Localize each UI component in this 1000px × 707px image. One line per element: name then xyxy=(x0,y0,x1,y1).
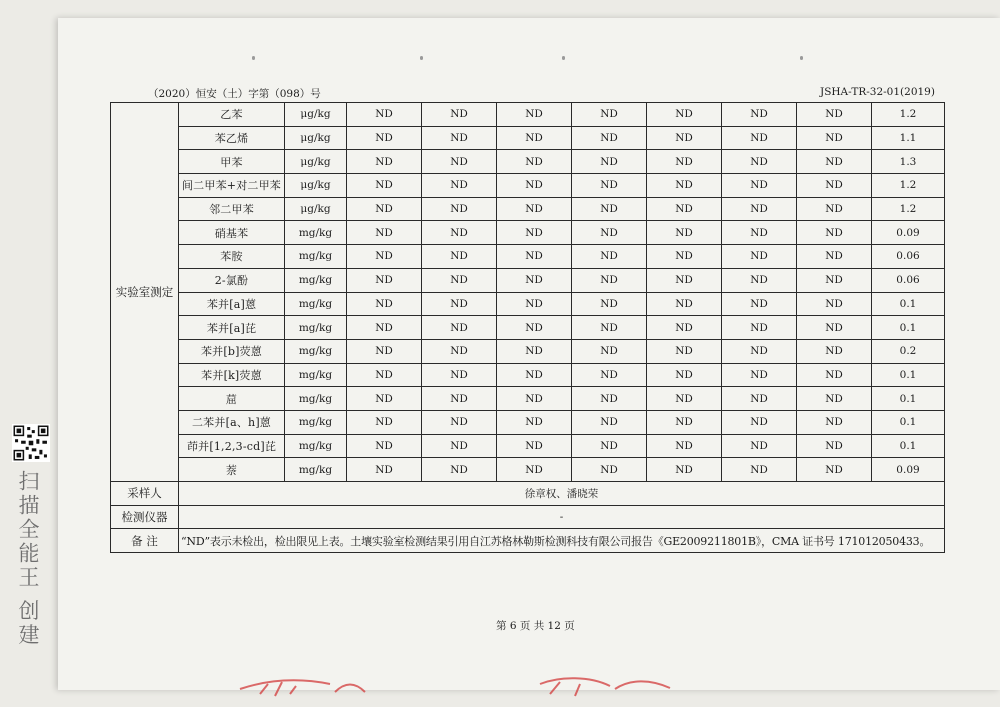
result-cell: ND xyxy=(572,150,647,174)
form-code: JSHA-TR-32-01(2019) xyxy=(820,86,935,98)
result-cell: ND xyxy=(497,221,572,245)
result-cell: ND xyxy=(497,292,572,316)
result-cell: ND xyxy=(347,316,422,340)
detection-limit-cell: 0.1 xyxy=(872,316,945,340)
result-cell: ND xyxy=(572,197,647,221)
result-cell: ND xyxy=(422,126,497,150)
table-row xyxy=(111,292,945,316)
result-cell: ND xyxy=(422,197,497,221)
detection-limit-cell: 0.2 xyxy=(872,339,945,363)
test-item: 硝基苯 xyxy=(179,221,285,245)
result-cell: ND xyxy=(497,387,572,411)
result-cell: ND xyxy=(722,458,797,482)
result-cell: ND xyxy=(422,458,497,482)
table-row xyxy=(111,174,945,198)
result-cell: ND xyxy=(722,174,797,198)
unit-cell: mg/kg xyxy=(285,458,347,482)
result-cell: ND xyxy=(797,150,872,174)
detection-limit-cell: 0.1 xyxy=(872,387,945,411)
result-cell: ND xyxy=(347,339,422,363)
test-item: 苯并[a]芘 xyxy=(179,316,285,340)
detection-limit-cell: 0.06 xyxy=(872,268,945,292)
remarks-row-label: 备 注 xyxy=(111,529,179,553)
result-cell: ND xyxy=(797,221,872,245)
result-cell: ND xyxy=(572,339,647,363)
unit-cell: μg/kg xyxy=(285,197,347,221)
result-cell: ND xyxy=(722,434,797,458)
red-seal-stamps xyxy=(230,664,750,707)
result-cell: ND xyxy=(422,363,497,387)
result-cell: ND xyxy=(797,245,872,269)
result-cell: ND xyxy=(797,410,872,434)
unit-cell: mg/kg xyxy=(285,268,347,292)
result-cell: ND xyxy=(797,434,872,458)
result-cell: ND xyxy=(347,245,422,269)
result-cell: ND xyxy=(722,221,797,245)
result-cell: ND xyxy=(797,268,872,292)
detection-limit-cell: 0.1 xyxy=(872,434,945,458)
instrument-row-value: - xyxy=(179,505,945,529)
test-item: 苯胺 xyxy=(179,245,285,269)
unit-cell: μg/kg xyxy=(285,103,347,127)
result-cell: ND xyxy=(722,268,797,292)
result-cell: ND xyxy=(722,150,797,174)
test-item: 苯并[k]荧蒽 xyxy=(179,363,285,387)
result-cell: ND xyxy=(572,363,647,387)
instrument-row-label: 检测仪器 xyxy=(111,505,179,529)
result-cell: ND xyxy=(347,103,422,127)
unit-cell: μg/kg xyxy=(285,150,347,174)
result-cell: ND xyxy=(797,458,872,482)
table-row xyxy=(111,197,945,221)
test-item: 萘 xyxy=(179,458,285,482)
sampler-row xyxy=(111,482,945,506)
detection-limit-cell: 0.1 xyxy=(872,363,945,387)
result-cell: ND xyxy=(797,126,872,150)
result-cell: ND xyxy=(572,316,647,340)
result-cell: ND xyxy=(422,103,497,127)
result-cell: ND xyxy=(422,434,497,458)
test-item: 苯并[b]荧蒽 xyxy=(179,339,285,363)
result-cell: ND xyxy=(347,221,422,245)
result-cell: ND xyxy=(422,339,497,363)
unit-cell: mg/kg xyxy=(285,292,347,316)
result-cell: ND xyxy=(497,458,572,482)
detection-limit-cell: 1.3 xyxy=(872,150,945,174)
watermark-text: 扫描全能王 创建 xyxy=(16,470,40,648)
unit-cell: μg/kg xyxy=(285,126,347,150)
result-cell: ND xyxy=(797,363,872,387)
table-row xyxy=(111,339,945,363)
result-cell: ND xyxy=(722,339,797,363)
result-cell: ND xyxy=(347,434,422,458)
result-cell: ND xyxy=(647,363,722,387)
result-cell: ND xyxy=(497,268,572,292)
table-row xyxy=(111,387,945,411)
result-cell: ND xyxy=(572,268,647,292)
unit-cell: mg/kg xyxy=(285,339,347,363)
section-label: 实验室测定 xyxy=(111,103,179,482)
result-cell: ND xyxy=(797,387,872,411)
test-item: 苯乙烯 xyxy=(179,126,285,150)
detection-limit-cell: 1.1 xyxy=(872,126,945,150)
result-cell: ND xyxy=(647,221,722,245)
result-cell: ND xyxy=(722,387,797,411)
test-item: 2-氯酚 xyxy=(179,268,285,292)
result-cell: ND xyxy=(722,245,797,269)
unit-cell: mg/kg xyxy=(285,245,347,269)
table-row xyxy=(111,221,945,245)
result-cell: ND xyxy=(647,316,722,340)
result-cell: ND xyxy=(422,245,497,269)
result-cell: ND xyxy=(422,316,497,340)
table-row xyxy=(111,363,945,387)
table-row xyxy=(111,150,945,174)
unit-cell: mg/kg xyxy=(285,387,347,411)
detection-limit-cell: 1.2 xyxy=(872,103,945,127)
result-cell: ND xyxy=(422,387,497,411)
result-cell: ND xyxy=(647,387,722,411)
result-cell: ND xyxy=(647,339,722,363)
results-table xyxy=(110,102,945,553)
result-cell: ND xyxy=(497,174,572,198)
result-cell: ND xyxy=(797,316,872,340)
punch-mark xyxy=(800,56,803,60)
detection-limit-cell: 0.06 xyxy=(872,245,945,269)
page-number: 第 6 页 共 12 页 xyxy=(496,620,575,632)
result-cell: ND xyxy=(572,221,647,245)
result-cell: ND xyxy=(347,410,422,434)
result-cell: ND xyxy=(347,197,422,221)
unit-cell: mg/kg xyxy=(285,316,347,340)
detection-limit-cell: 0.1 xyxy=(872,292,945,316)
result-cell: ND xyxy=(722,103,797,127)
test-item: 甲苯 xyxy=(179,150,285,174)
result-cell: ND xyxy=(722,363,797,387)
result-cell: ND xyxy=(722,410,797,434)
result-cell: ND xyxy=(797,103,872,127)
result-cell: ND xyxy=(647,174,722,198)
table-row xyxy=(111,103,945,127)
result-cell: ND xyxy=(572,434,647,458)
result-cell: ND xyxy=(422,292,497,316)
result-cell: ND xyxy=(572,387,647,411)
result-cell: ND xyxy=(347,150,422,174)
result-cell: ND xyxy=(647,126,722,150)
result-cell: ND xyxy=(647,410,722,434)
test-item: 二苯并[a、h]蒽 xyxy=(179,410,285,434)
test-item: 乙苯 xyxy=(179,103,285,127)
result-cell: ND xyxy=(722,197,797,221)
test-item: 邻二甲苯 xyxy=(179,197,285,221)
result-cell: ND xyxy=(422,221,497,245)
detection-limit-cell: 0.09 xyxy=(872,458,945,482)
detection-limit-cell: 1.2 xyxy=(872,197,945,221)
remarks-row xyxy=(111,529,945,553)
table-row xyxy=(111,316,945,340)
unit-cell: mg/kg xyxy=(285,434,347,458)
result-cell: ND xyxy=(347,387,422,411)
result-cell: ND xyxy=(347,174,422,198)
result-cell: ND xyxy=(572,458,647,482)
table-row xyxy=(111,434,945,458)
result-cell: ND xyxy=(647,103,722,127)
detection-limit-cell: 0.1 xyxy=(872,410,945,434)
table-row xyxy=(111,245,945,269)
table-row xyxy=(111,126,945,150)
result-cell: ND xyxy=(647,268,722,292)
result-cell: ND xyxy=(797,174,872,198)
result-cell: ND xyxy=(572,410,647,434)
result-cell: ND xyxy=(347,126,422,150)
test-item: 䓛 xyxy=(179,387,285,411)
punch-mark xyxy=(562,56,565,60)
result-cell: ND xyxy=(347,268,422,292)
result-cell: ND xyxy=(347,363,422,387)
document-number: （2020）恒安（土）字第（098）号 xyxy=(148,88,321,100)
detection-limit-cell: 0.09 xyxy=(872,221,945,245)
result-cell: ND xyxy=(647,245,722,269)
result-cell: ND xyxy=(797,197,872,221)
result-cell: ND xyxy=(572,103,647,127)
result-cell: ND xyxy=(722,316,797,340)
table-row xyxy=(111,410,945,434)
result-cell: ND xyxy=(497,150,572,174)
sampler-row-value: 徐章权、潘晓荣 xyxy=(179,482,945,506)
result-cell: ND xyxy=(347,458,422,482)
result-cell: ND xyxy=(572,126,647,150)
remarks-row-value: “ND”表示未检出，检出限见上表。土壤实验室检测结果引用自江苏格林勒斯检测科技有限公司报告《GE2009211801B》，CMA 证书号 171012050433。 xyxy=(179,529,945,553)
test-item: 茚并[1,2,3-cd]芘 xyxy=(179,434,285,458)
punch-mark xyxy=(420,56,423,60)
result-cell: ND xyxy=(497,245,572,269)
test-item: 间二甲苯+对二甲苯 xyxy=(179,174,285,198)
result-cell: ND xyxy=(497,126,572,150)
result-cell: ND xyxy=(497,103,572,127)
result-cell: ND xyxy=(647,292,722,316)
result-cell: ND xyxy=(422,174,497,198)
result-cell: ND xyxy=(647,197,722,221)
table-row xyxy=(111,268,945,292)
test-item: 苯并[a]蒽 xyxy=(179,292,285,316)
result-cell: ND xyxy=(422,410,497,434)
result-cell: ND xyxy=(572,245,647,269)
result-cell: ND xyxy=(572,174,647,198)
result-cell: ND xyxy=(497,434,572,458)
result-cell: ND xyxy=(797,292,872,316)
result-cell: ND xyxy=(647,150,722,174)
result-cell: ND xyxy=(797,339,872,363)
instrument-row xyxy=(111,505,945,529)
result-cell: ND xyxy=(497,197,572,221)
result-cell: ND xyxy=(647,434,722,458)
result-cell: ND xyxy=(422,268,497,292)
result-cell: ND xyxy=(497,339,572,363)
unit-cell: mg/kg xyxy=(285,410,347,434)
sampler-row-label: 采样人 xyxy=(111,482,179,506)
qr-code-icon xyxy=(12,424,50,462)
result-cell: ND xyxy=(497,316,572,340)
result-cell: ND xyxy=(722,126,797,150)
result-cell: ND xyxy=(347,292,422,316)
table-row xyxy=(111,458,945,482)
unit-cell: mg/kg xyxy=(285,221,347,245)
unit-cell: mg/kg xyxy=(285,363,347,387)
result-cell: ND xyxy=(497,363,572,387)
result-cell: ND xyxy=(722,292,797,316)
unit-cell: μg/kg xyxy=(285,174,347,198)
detection-limit-cell: 1.2 xyxy=(872,174,945,198)
result-cell: ND xyxy=(647,458,722,482)
result-cell: ND xyxy=(497,410,572,434)
punch-mark xyxy=(252,56,255,60)
result-cell: ND xyxy=(572,292,647,316)
result-cell: ND xyxy=(422,150,497,174)
